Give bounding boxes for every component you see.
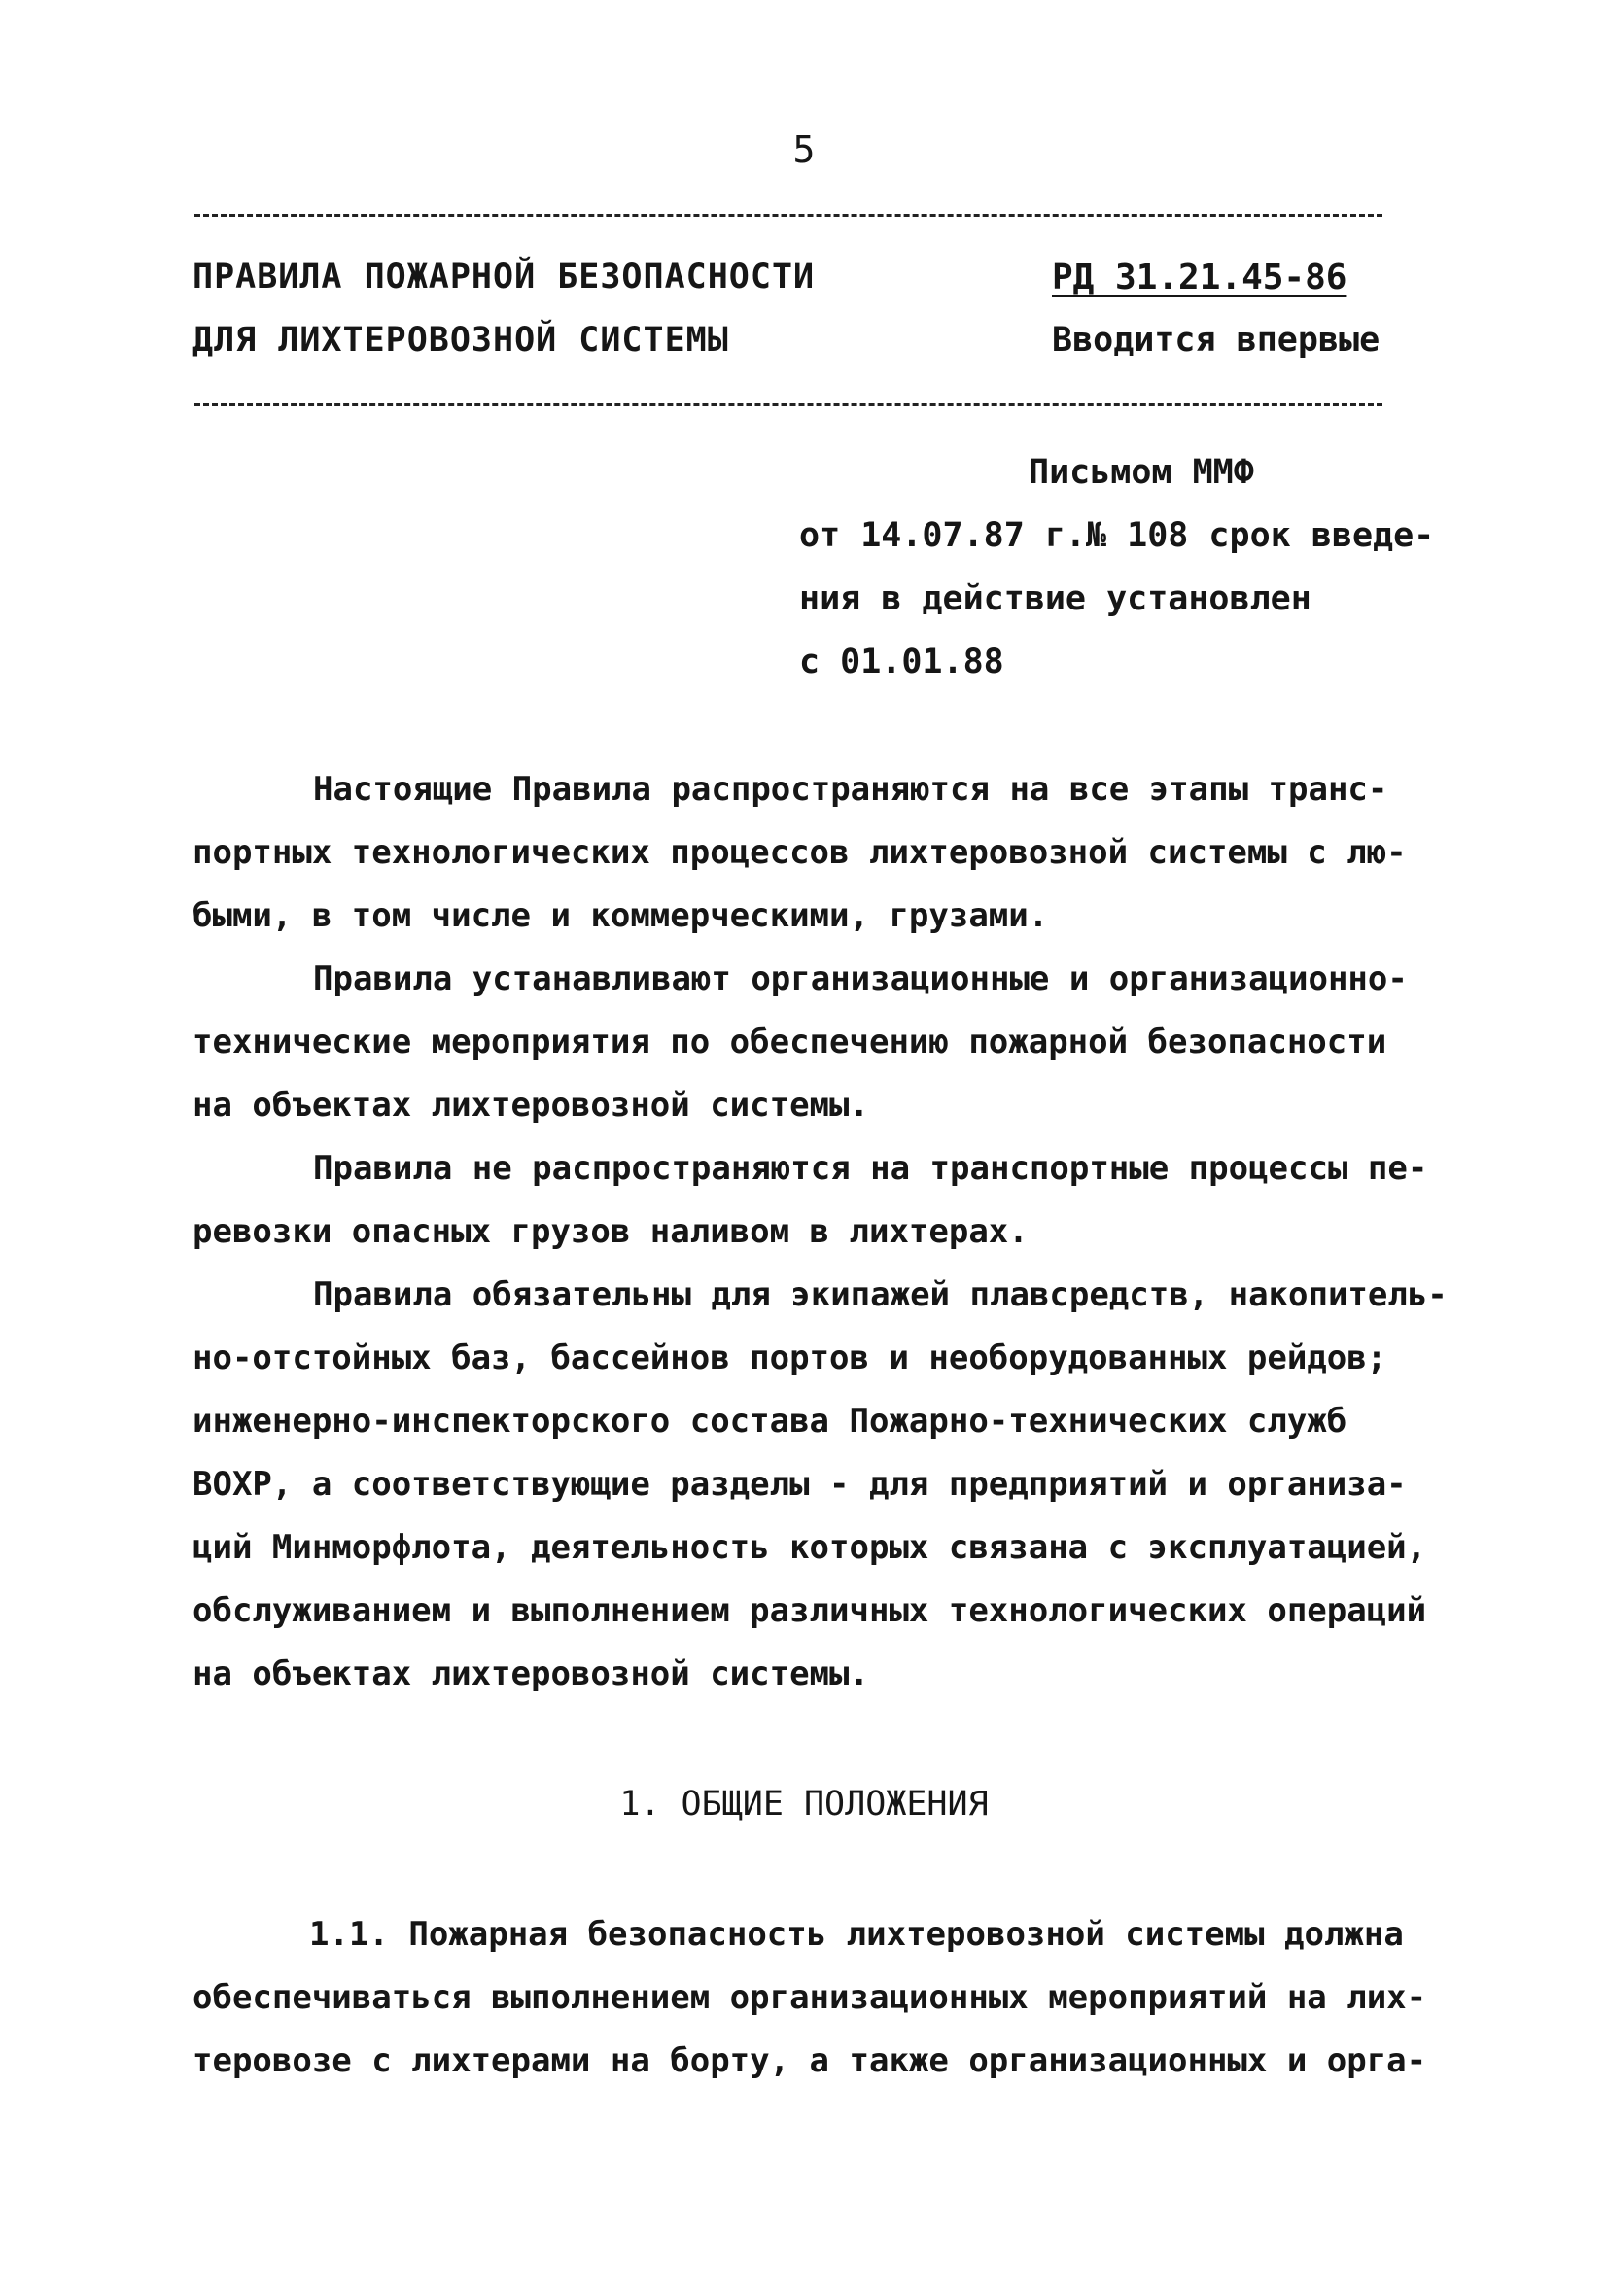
intro-line: портных технологических процессов лихтеровозной системы с лю- <box>192 833 1407 872</box>
document-title-line-1: ПРАВИЛА ПОЖАРНОЙ БЕЗОПАСНОСТИ <box>192 258 816 296</box>
approval-line-3: ния в действие установлен <box>799 579 1311 618</box>
intro-line: обслуживанием и выполнением различных технологических операций <box>192 1591 1427 1630</box>
section-line: обеспечиваться выполнением организационных мероприятий на лих- <box>192 1978 1427 2017</box>
approval-line-4: с 01.01.88 <box>799 643 1004 681</box>
intro-line: технические мероприятия по обеспечению пожарной безопасности <box>192 1023 1387 1061</box>
intro-line: ВОХР, а соответствующие разделы - для предприятий и организа- <box>192 1465 1407 1504</box>
document-status: Вводится впервые <box>1052 321 1381 360</box>
intro-line: быми, в том числе и коммерческими, грузами. <box>192 896 1049 935</box>
document-title-line-2: ДЛЯ ЛИХТЕРОВОЗНОЙ СИСТЕМЫ <box>192 321 729 360</box>
intro-line: ревозки опасных грузов наливом в лихтерах. <box>192 1212 1029 1251</box>
intro-line: ций Минморфлота, деятельность которых связана с эксплуатацией, <box>192 1528 1427 1567</box>
page-number: 5 <box>792 128 816 171</box>
document-code: РД 31.21.45-86 <box>1052 258 1347 297</box>
approval-line-1: Письмом ММФ <box>1029 453 1254 492</box>
intro-line: но-отстойных баз, бассейнов портов и необорудованных рейдов; <box>192 1339 1387 1377</box>
section-line: теровозе с лихтерами на борту, а также организационных и орга- <box>192 2041 1427 2080</box>
header-top-divider <box>194 214 1382 217</box>
header-bottom-divider <box>194 403 1382 406</box>
intro-line: инженерно-инспекторского состава Пожарно-технических служб <box>192 1402 1347 1441</box>
section-heading: 1. ОБЩИЕ ПОЛОЖЕНИЯ <box>619 1785 989 1824</box>
intro-line: Правила обязательны для экипажей плавсредств, накопитель- <box>313 1275 1448 1314</box>
intro-line: Правила не распространяются на транспортные процессы пе- <box>313 1149 1428 1188</box>
intro-line: Настоящие Правила распространяются на все этапы транс- <box>313 770 1388 809</box>
approval-line-2: от 14.07.87 г.№ 108 срок введе- <box>799 516 1435 555</box>
intro-line: на объектах лихтеровозной системы. <box>192 1654 869 1693</box>
section-line: 1.1. Пожарная безопасность лихтеровозной системы должна <box>309 1915 1404 1954</box>
intro-line: на объектах лихтеровозной системы. <box>192 1086 869 1125</box>
intro-line: Правила устанавливают организационные и организационно- <box>313 959 1408 998</box>
